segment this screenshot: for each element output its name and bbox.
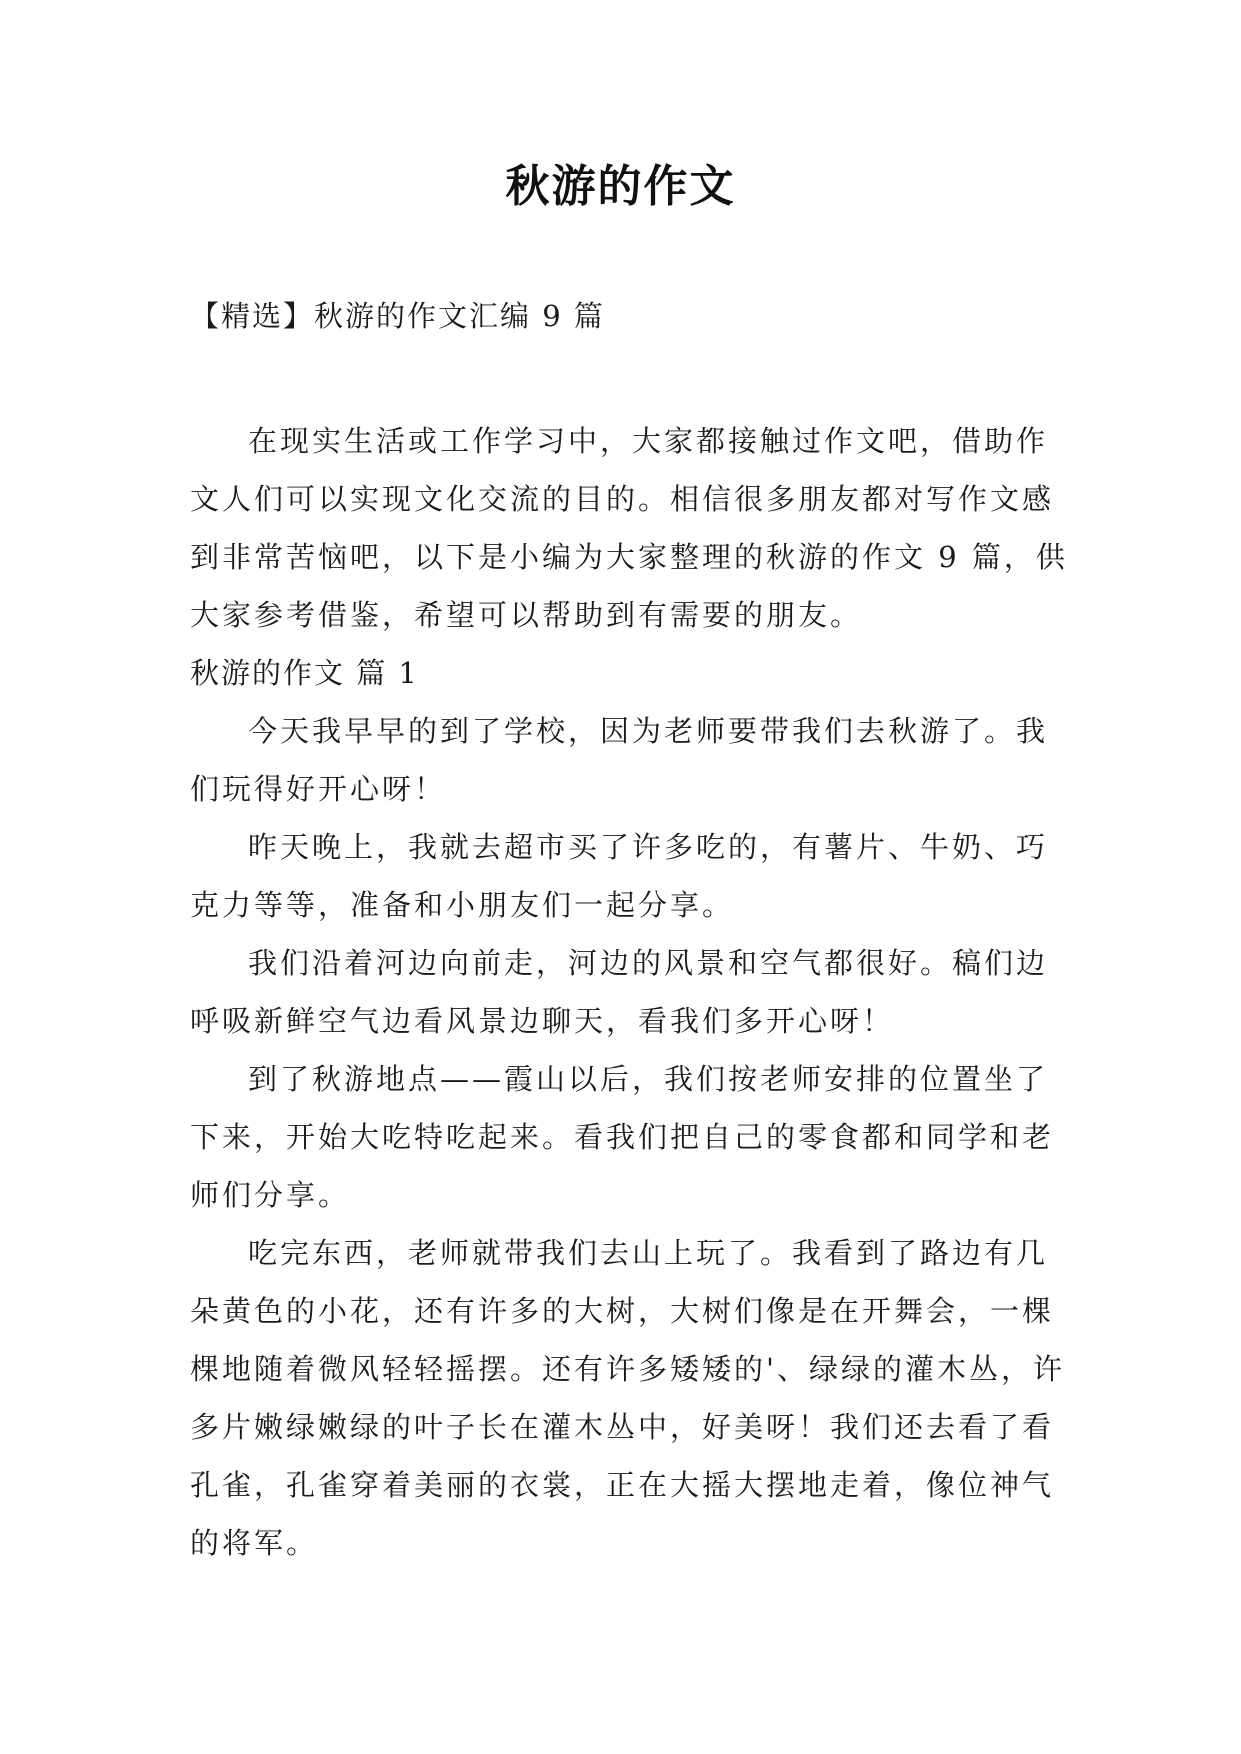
intro-paragraph: 在现实生活或工作学习中，大家都接触过作文吧，借助作文人们可以实现文化交流的目的。相信很多朋友都对写作文感到非常苦恼吧，以下是小编为大家整理的秋游的作文 9 篇，供大家参考借鉴，希望可以帮助到有需要的朋友。 (190, 424, 1068, 632)
body-paragraph: 今天我早早的到了学校，因为老师要带我们去秋游了。我们玩得好开心呀！ (190, 714, 1049, 806)
body-paragraph: 昨天晚上，我就去超市买了许多吃的，有薯片、牛奶、巧克力等等，准备和小朋友们一起分享。 (190, 830, 1049, 922)
section-heading: 秋游的作文 篇 1 (190, 656, 419, 690)
document-subtitle: 【精选】秋游的作文汇编 9 篇 (190, 299, 605, 333)
body-paragraph: 到了秋游地点——霞山以后，我们按老师安排的位置坐了下来，开始大吃特吃起来。看我们把自己的零食都和同学和老师们分享。 (190, 1062, 1055, 1212)
document-body (190, 412, 1070, 1572)
document-title: 秋游的作文 (505, 161, 736, 212)
body-paragraph: 吃完东西，老师就带我们去山上玩了。我看到了路边有几朵黄色的小花，还有许多的大树，大树们像是在开舞会，一棵棵地随着微风轻轻摇摆。还有许多矮矮的'、绿绿的灌木丛，许多片嫩绿嫩绿的叶子长在灌木丛中，好美呀！我们还去看了看孔雀，孔雀穿着美丽的衣裳，正在大摇大摆地走着，像位神气的将军。 (190, 1236, 1065, 1560)
body-paragraph: 我们沿着河边向前走，河边的风景和空气都很好。稿们边呼吸新鲜空气边看风景边聊天，看我们多开心呀！ (190, 946, 1049, 1038)
